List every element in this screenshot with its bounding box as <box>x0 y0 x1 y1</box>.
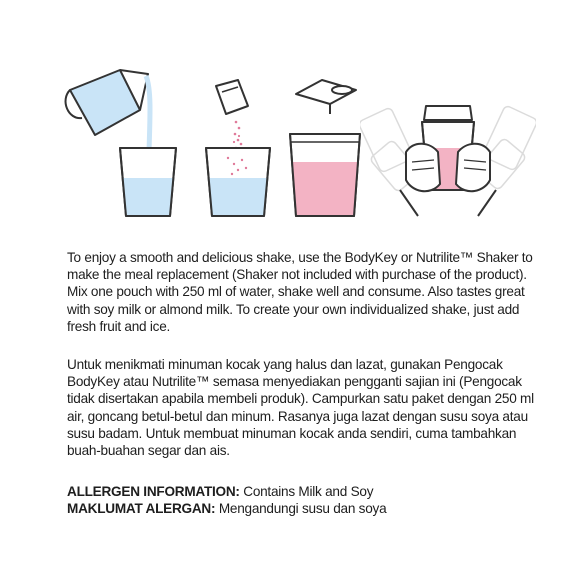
add-powder-icon <box>198 78 278 220</box>
preparation-illustrations <box>0 0 588 235</box>
allergen-english-value: Contains Milk and Soy <box>243 484 374 499</box>
allergen-malay-label: MAKLUMAT ALERGAN: <box>67 501 216 517</box>
allergen-section <box>67 483 537 517</box>
allergen-malay-line <box>67 500 537 517</box>
instructions-english <box>67 249 537 335</box>
allergen-malay-value: Mengandungi susu dan soya <box>218 501 387 517</box>
instructions-malay-text: Untuk menikmati minuman kocak yang halus dan lazat, gunakan Pengocak BodyKey atau Nutrilite™ semasa menyediakan pengganti sajian ini (Pengocak tidak disertakan apabila membeli produk). Campurkan satu paket dengan 250 ml air, goncang betul-betul dan minum. Rasanya juga lazat dengan susu soya atau susu badam. Untuk membuat minuman kocak anda sendiri, cuma tambahkan buah-buahan segar dan ais. <box>67 357 534 459</box>
allergen-english-label: ALLERGEN INFORMATION: <box>67 484 240 499</box>
shaker-cup-icon <box>286 72 364 220</box>
allergen-english-line <box>67 483 537 500</box>
shake-hands-icon <box>360 92 536 218</box>
instructions-malay <box>67 356 537 459</box>
pour-water-icon <box>60 60 180 220</box>
instructions-english-text: To enjoy a smooth and delicious shake, use the BodyKey or Nutrilite™ Shaker to make the meal replacement (Shaker not included with purchase of the product). Mix one pouch with 250 ml of water, shake well and consume. Also tastes great with soy milk or almond milk. To create your own individualized shake, just add fresh fruit and ice. <box>67 250 533 334</box>
